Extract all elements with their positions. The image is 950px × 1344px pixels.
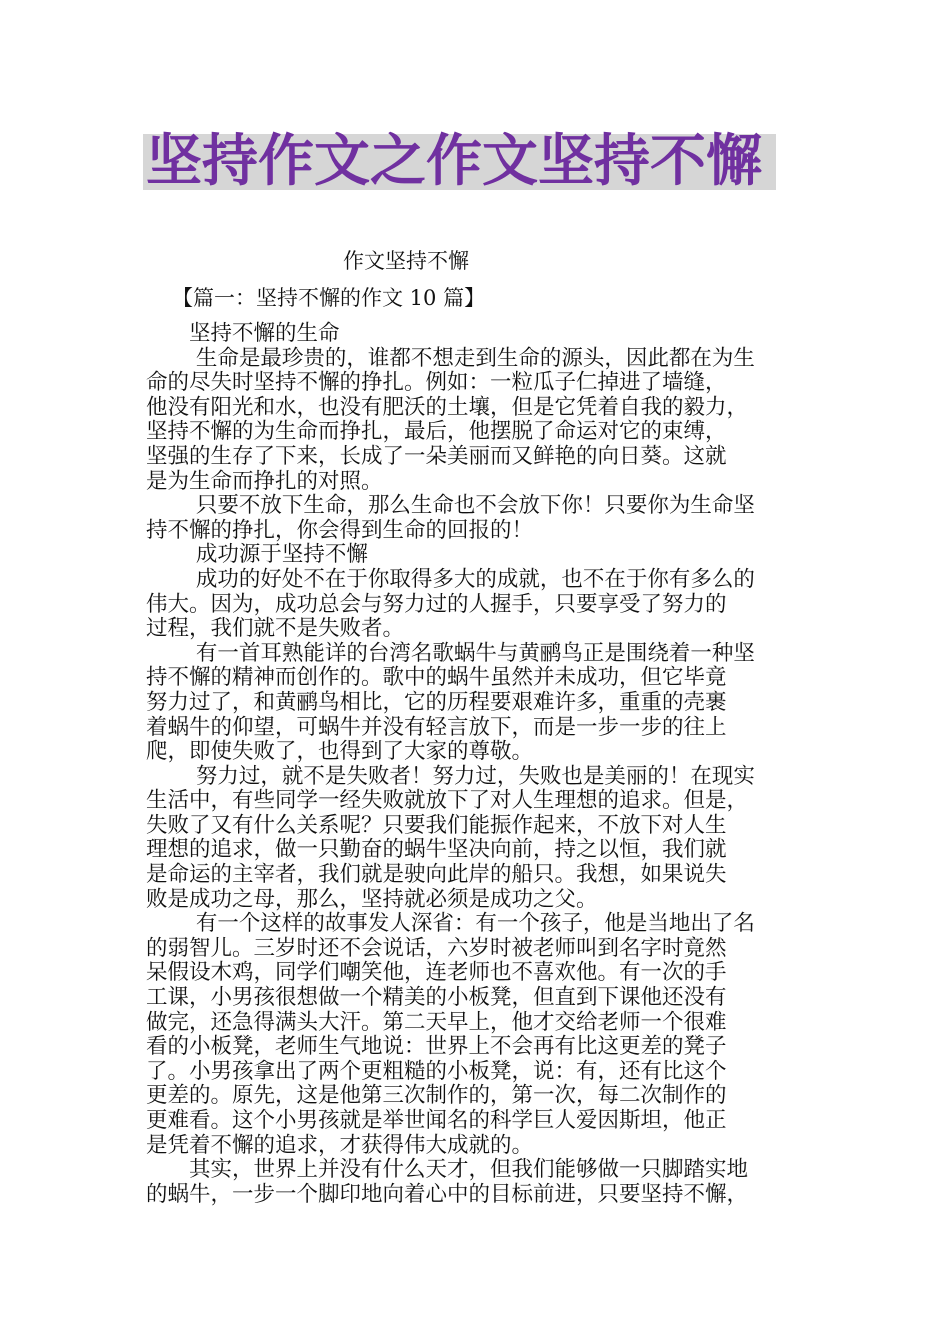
body-line: 坚强的生存了下来，长成了一朵美丽而又鲜艳的向日葵。这就: [146, 443, 727, 469]
body-line: 败是成功之母，那么，坚持就必须是成功之父。: [146, 886, 598, 912]
body-line: 理想的追求，做一只勤奋的蜗牛坚决向前，持之以恒，我们就: [146, 837, 727, 863]
body-line: 努力过了，和黄鹂鸟相比，它的历程要艰难许多，重重的壳裹: [146, 689, 727, 715]
body-line: 成功源于坚持不懈: [146, 542, 368, 568]
body-line: 伟大。因为，成功总会与努力过的人握手，只要享受了努力的: [146, 591, 727, 617]
body-line: 的蜗牛，一步一个脚印地向着心中的目标前进，只要坚持不懈，: [146, 1181, 749, 1207]
body-line: 只要不放下生命，那么生命也不会放下你！只要你为生命坚: [146, 493, 755, 519]
body-line: 过程，我们就不是失败者。: [146, 616, 405, 642]
body-line: 持不懈的精神而创作的。歌中的蜗牛虽然并未成功，但它毕竟: [146, 665, 727, 691]
body-line: 其实，世界上并没有什么天才，但我们能够做一只脚踏实地: [146, 1157, 749, 1183]
body-line: 着蜗牛的仰望，可蜗牛并没有轻言放下，而是一步一步的往上: [146, 714, 727, 740]
body-line: 有一个这样的故事发人深省：有一个孩子，他是当地出了名: [146, 911, 755, 937]
body-line: 爬，即使失败了，也得到了大家的尊敬。: [146, 739, 534, 765]
body-line: 坚持不懈的为生命而挣扎，最后，他摆脱了命运对它的束缚，: [146, 419, 727, 445]
body-line: 失败了又有什么关系呢？只要我们能振作起来，不放下对人生: [146, 812, 727, 838]
document-body: [146, 322, 811, 1207]
body-line: 是凭着不懈的追求，才获得伟大成就的。: [146, 1132, 534, 1158]
body-line: 坚持不懈的生命: [146, 321, 340, 346]
document-subtitle: 作文坚持不懈: [343, 249, 469, 273]
body-line: 成功的好处不在于你取得多大的成就，也不在于你有多么的: [146, 566, 755, 592]
document-title: 坚持作文之作文坚持不懈: [146, 129, 762, 194]
body-line: 持不懈的挣扎，你会得到生命的回报的！: [146, 517, 534, 543]
body-line: 有一首耳熟能详的台湾名歌蜗牛与黄鹂鸟正是围绕着一种坚: [146, 640, 755, 666]
body-line: 生命是最珍贵的，谁都不想走到生命的源头，因此都在为生: [146, 345, 755, 371]
body-line: 呆假设木鸡，同学们嘲笑他，连老师也不喜欢他。有一次的手: [146, 960, 727, 986]
body-line: 更难看。这个小男孩就是举世闻名的科学巨人爱因斯坦，他正: [146, 1108, 727, 1133]
body-line: 命的尽失时坚持不懈的挣扎。例如：一粒瓜子仁掉进了墙缝，: [146, 370, 727, 396]
body-line: 了。小男孩拿出了两个更粗糙的小板凳，说：有，还有比这个: [146, 1058, 727, 1084]
body-line: 是命运的主宰者，我们就是驶向此岸的船只。我想，如果说失: [146, 862, 727, 888]
body-line: 努力过，就不是失败者！努力过，失败也是美丽的！在现实: [146, 763, 755, 789]
chapter-heading: 【篇一：坚持不懈的作文 10 篇】: [172, 286, 486, 310]
body-line: 更差的。原先，这是他第三次制作的，第一次，每二次制作的: [146, 1083, 727, 1109]
body-line: 的弱智儿。三岁时还不会说话，六岁时被老师叫到名字时竟然: [146, 935, 727, 961]
body-line: 工课，小男孩很想做一个精美的小板凳，但直到下课他还没有: [146, 985, 727, 1011]
body-line: 看的小板凳，老师生气地说：世界上不会再有比这更差的凳子: [146, 1034, 727, 1060]
body-line: 生活中，有些同学一经失败就放下了对人生理想的追求。但是，: [146, 788, 749, 814]
body-line: 他没有阳光和水，也没有肥沃的土壤，但是它凭着自我的毅力，: [146, 394, 749, 420]
body-line: 做完，还急得满头大汗。第二天早上，他才交给老师一个很难: [146, 1009, 727, 1035]
body-line: 是为生命而挣扎的对照。: [146, 468, 383, 494]
